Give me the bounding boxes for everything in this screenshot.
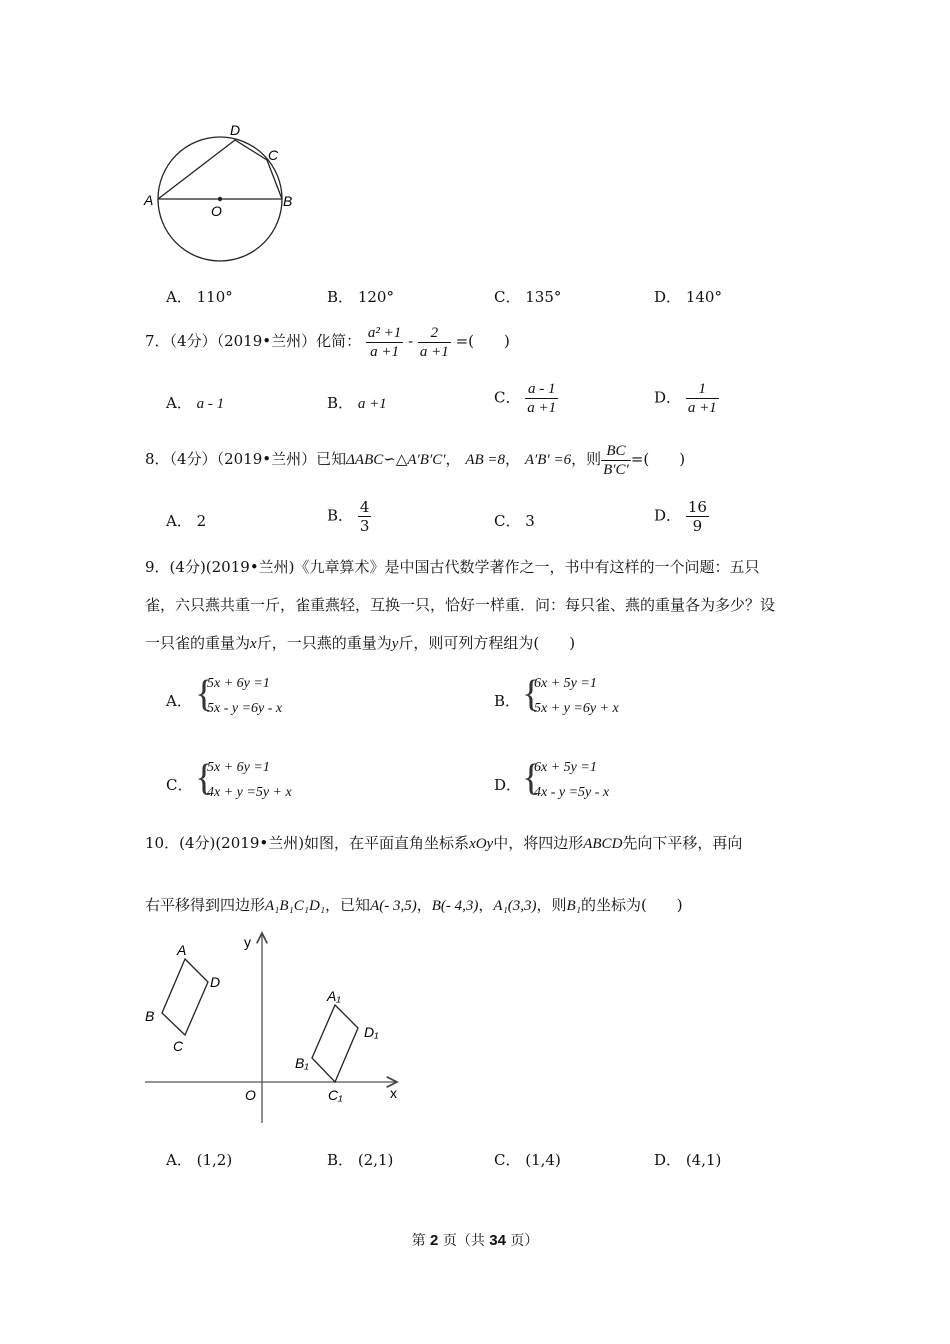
label-c: C <box>268 147 279 163</box>
label-d: D <box>210 974 221 990</box>
q8-option-c[interactable]: C． 3 <box>494 512 535 530</box>
label-d1: D₁ <box>364 1024 379 1040</box>
q10-coordinate-figure <box>135 925 415 1130</box>
label-b1: B₁ <box>295 1055 309 1071</box>
quad-abcd <box>162 959 208 1035</box>
q6-option-b[interactable]: B． 120° <box>327 288 394 306</box>
q9-option-a-letter[interactable]: A． <box>166 692 192 710</box>
quad-a1b1c1d1 <box>312 1005 358 1082</box>
q10-stem-line2: 右平移得到四边形A₁B₁C₁D₁，已知A(- 3,5)，B(- 4,3)，A₁(3,3)，则B₁的坐标为( ) <box>145 896 683 914</box>
q10-option-d[interactable]: D． (4,1) <box>654 1151 722 1169</box>
q8-stem: 8．（4分）（2019•兰州）已知ΔABC∽△A′B′C′， AB =8， A′B′ =6，则 $\frac{BC}{B'C'}$ =( ) <box>145 442 686 478</box>
label-b: B <box>283 193 293 209</box>
q7-option-d[interactable]: D． $\frac{1}{a +1}$ <box>654 381 717 416</box>
chord-adcb <box>158 140 282 199</box>
label-x: x <box>390 1085 397 1101</box>
q9-option-b-system[interactable]: { 6x + 5y =1 5x + y =6y + x <box>522 673 619 716</box>
q9-stem-line3: 一只雀的重量为x斤，一只燕的重量为y斤，则可列方程组为( ) <box>145 634 576 652</box>
q9-option-b-letter[interactable]: B． <box>494 692 521 710</box>
q10-option-c[interactable]: C． (1,4) <box>494 1151 561 1169</box>
q6-option-c[interactable]: C． 135° <box>494 288 562 306</box>
q9-option-c-letter[interactable]: C． <box>166 776 193 794</box>
q9-option-d-letter[interactable]: D． <box>494 776 522 794</box>
q10-stem-line1: 10．(4分)(2019•兰州)如图，在平面直角坐标系xOy中，将四边形ABCD先向下平移，再向 <box>145 834 743 852</box>
page-total: 34 <box>489 1232 506 1249</box>
q9-stem-line1: 9．(4分)(2019•兰州)《九章算术》是中国古代数学著作之一，书中有这样的一个问题：五只 <box>145 558 760 576</box>
label-o: O <box>211 203 222 219</box>
label-d: D <box>230 122 241 138</box>
q7-option-c[interactable]: C． $\frac{a - 1}{a +1}$ <box>494 381 557 416</box>
q9-option-d-system[interactable]: { 6x + 5y =1 4x - y =5y - x <box>522 757 610 800</box>
q6-option-a[interactable]: A． 110° <box>166 288 233 306</box>
label-o: O <box>245 1087 256 1103</box>
q8-option-a[interactable]: A． 2 <box>166 512 207 530</box>
q10-option-b[interactable]: B． (2,1) <box>327 1151 394 1169</box>
q9-option-c-system[interactable]: { 5x + 6y =1 4x + y =5y + x <box>195 757 292 800</box>
q10-option-a[interactable]: A． (1,2) <box>166 1151 233 1169</box>
q8-option-d[interactable]: D． $\frac{16}{9}$ <box>654 498 707 535</box>
label-a: A <box>177 942 187 958</box>
q7-option-a[interactable]: A． a - 1 <box>166 394 225 412</box>
label-a1: A₁ <box>327 988 341 1004</box>
q7-stem: 7．（4分）（2019•兰州）化简： $\frac{\text{a² +1}}{a +1}$ - $\frac{2}{a +1}$ =( ) <box>145 324 510 360</box>
page-number: 2 <box>430 1232 439 1249</box>
label-c: C <box>173 1038 184 1054</box>
label-b: B <box>145 1008 155 1024</box>
q6-circle-figure <box>135 118 305 278</box>
q9-option-a-system[interactable]: { 5x + 6y =1 5x - y =6y - x <box>195 673 283 716</box>
label-c1: C₁ <box>328 1087 343 1103</box>
label-y: y <box>244 934 251 950</box>
label-a: A <box>144 192 154 208</box>
q6-option-d[interactable]: D． 140° <box>654 288 722 306</box>
q8-option-b[interactable]: B． $\frac{4}{3}$ <box>327 498 370 535</box>
q7-option-b[interactable]: B． a +1 <box>327 394 387 412</box>
page-footer: 第 2 页（共 34 页） <box>411 1232 539 1249</box>
center-dot <box>218 197 222 201</box>
q9-stem-line2: 雀，六只燕共重一斤，雀重燕轻，互换一只，恰好一样重．问：每只雀、燕的重量各为多少？设 <box>145 596 776 614</box>
